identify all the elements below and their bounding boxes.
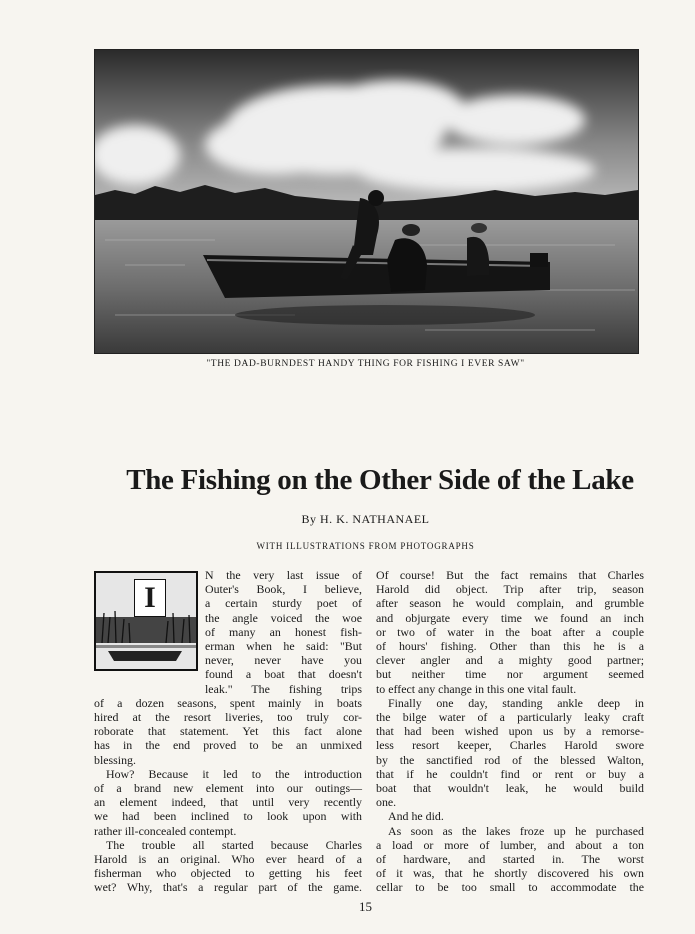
text-line: boat that wouldn't leak, he would build	[376, 781, 644, 796]
article-title: The Fishing on the Other Side of the Lake	[126, 464, 634, 496]
text-line: leak." The fishing trips	[205, 681, 362, 696]
text-line: after season he would complain, and grumble	[376, 596, 644, 611]
text-line: of hours' fishing. Other than this he is a	[376, 639, 644, 654]
text-line: a load or more of lumber, and about a ton	[376, 837, 644, 852]
text-line: an element indeed, that until very recently	[94, 795, 362, 810]
text-line: or two of water in the boat after a couple	[376, 624, 644, 639]
text-line: hired at the resort liveries, too truly cor-	[94, 710, 362, 725]
text-line: and objurgate every time we found an inch	[376, 610, 644, 625]
text-line: less resort keeper, Charles Harold swore	[376, 738, 644, 753]
drop-cap-letter: I	[134, 579, 166, 617]
text-line: Outer's Book, I believe,	[205, 582, 362, 597]
text-line: N the very last issue of	[205, 568, 362, 582]
wrapped-lines	[94, 568, 362, 696]
lake-photograph	[94, 49, 639, 354]
text-line: one.	[376, 795, 397, 810]
text-line: found a boat that doesn't	[205, 667, 362, 682]
text-line: wet? Why, that's a regular part of the game.	[94, 880, 362, 895]
text-line: Finally one day, standing ankle deep in	[388, 695, 644, 710]
text-line: of a brand new element into our outings—	[94, 781, 362, 796]
text-line: we had been inclined to look upon with	[94, 809, 362, 824]
text-line: cellar to be too small to accommodate the	[376, 880, 644, 895]
text-line: of a dozen seasons, spent mainly in boats	[94, 695, 362, 710]
photo-illustration	[95, 50, 638, 353]
text-line: Harold is an original. Who ever heard of a	[94, 852, 362, 867]
text-line: a certain sturdy poet of	[205, 596, 362, 611]
text-line: rather ill-concealed contempt.	[94, 823, 237, 838]
text-line: clever angler and a mighty good partner;	[376, 653, 644, 668]
left-column	[94, 568, 362, 895]
text-line: roborate that statement. Yet this fact alone	[94, 724, 362, 739]
text-line: of hardware, and started in. The worst	[376, 852, 644, 867]
text-line: the bilge water of a particularly leaky craft	[376, 710, 644, 725]
text-line: As soon as the lakes froze up he purchased	[388, 823, 644, 838]
text-line: by the sanctified rod of the blessed Walton,	[376, 752, 644, 767]
text-line: The trouble all started because Charles	[106, 837, 362, 852]
byline: By H. K. NATHANAEL	[301, 512, 430, 526]
text-line: that if he couldn't find or rent or buy a	[376, 766, 644, 781]
illustrations-note: WITH ILLUSTRATIONS FROM PHOTOGRAPHS	[256, 541, 475, 551]
text-line: but neither time nor argument seemed	[376, 667, 644, 682]
text-line: of it was, that he shortly discovered his own	[376, 866, 644, 881]
text-line: How? Because it led to the introduction	[106, 766, 362, 781]
text-line: of many an honest fish-	[205, 624, 362, 639]
text-line: blessing.	[94, 752, 136, 767]
text-line: erman when he said: "But	[205, 639, 362, 654]
photo-caption: "THE DAD-BURNDEST HANDY THING FOR FISHING I EVER SAW"	[206, 359, 525, 369]
text-line: Of course! But the fact remains that Charles	[376, 568, 644, 582]
right-column	[376, 568, 644, 895]
text-line: the angle voiced the woe	[205, 610, 362, 625]
text-line: Harold did object. Trip after trip, season	[376, 582, 644, 597]
text-line: has in the end proved to be an unmixed	[94, 738, 362, 753]
text-line: to effect any change in this one vital fault.	[376, 681, 577, 696]
text-line: fisherman who objected to getting his feet	[94, 866, 362, 881]
text-line: And he did.	[388, 809, 444, 824]
page-number: 15	[359, 899, 372, 914]
text-line: never, never have you	[205, 653, 362, 668]
text-line: that had been wished upon us by a remorse-	[376, 724, 644, 739]
